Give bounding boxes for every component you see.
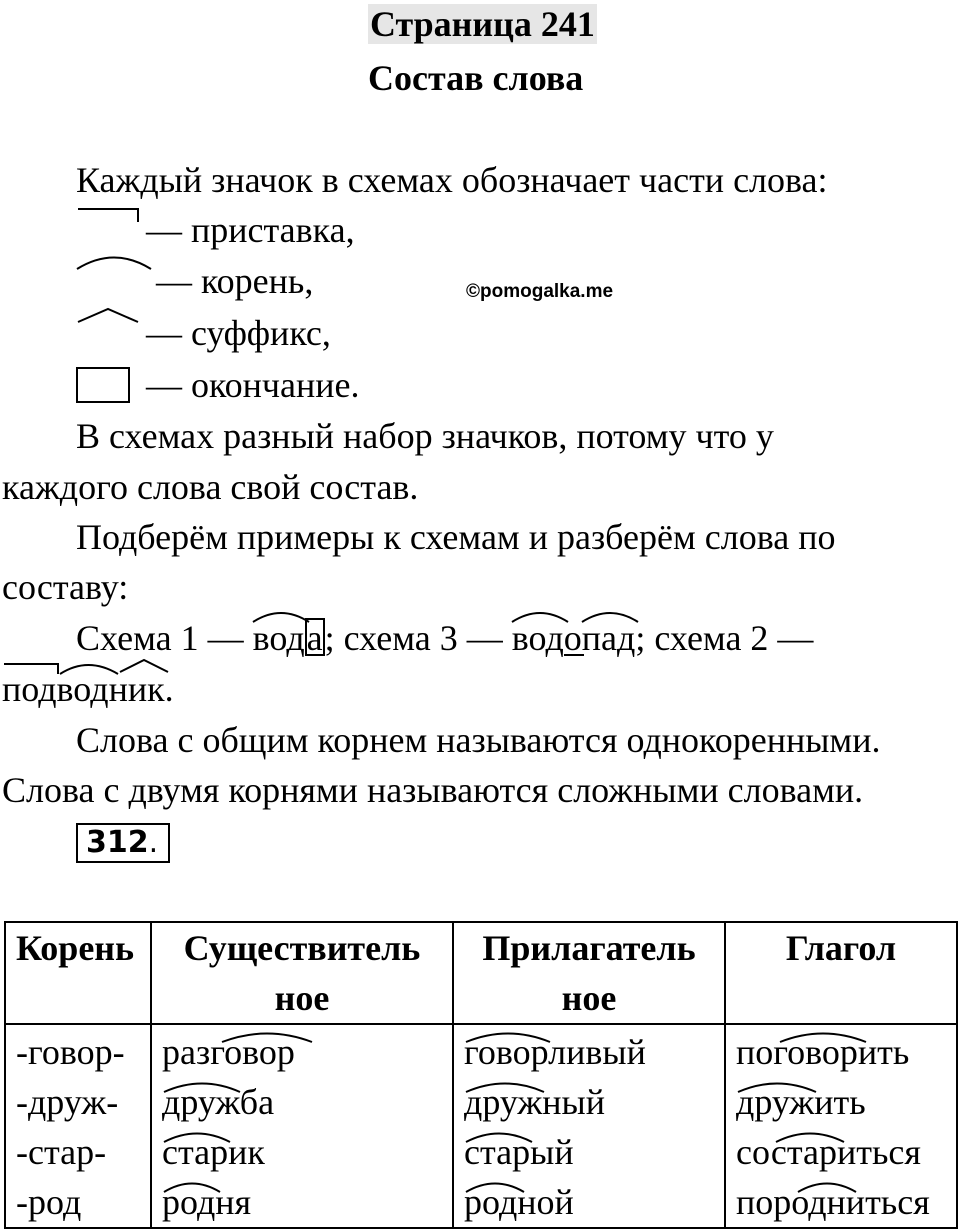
- cell-text: старый: [464, 1132, 574, 1172]
- example-voda-root: [253, 618, 305, 658]
- example-podvodnik: [2, 669, 174, 709]
- table-cell: [736, 1077, 946, 1127]
- table-cell: [464, 1077, 714, 1127]
- table-cell: -стар-: [16, 1132, 107, 1172]
- legend-intro: Каждый значок в схемах обозначает части слова:: [76, 160, 828, 200]
- example-scheme-3-label: ; схема 3 —: [324, 618, 512, 658]
- section-title: Состав слова: [368, 58, 584, 98]
- cell-text: поговорить: [736, 1032, 910, 1072]
- table-cell: [464, 1127, 714, 1177]
- paragraph-2-line-1: Подберём примеры к схемам и разберём слова по: [76, 517, 836, 557]
- table-cell: -род: [16, 1182, 82, 1222]
- example-vodopad-link: [564, 618, 582, 658]
- cell-text: дружный: [464, 1082, 605, 1122]
- root-arc-icon: [464, 1079, 546, 1093]
- header-root: Корень: [5, 922, 151, 1024]
- example-scheme-1-label: Схема 1 —: [76, 618, 253, 658]
- cell-text: породниться: [736, 1182, 930, 1222]
- paragraph-1-line-2: каждого слова свой состав.: [2, 467, 419, 507]
- root-icon: [74, 252, 154, 272]
- paragraph-2-line-2: составу:: [2, 567, 129, 607]
- cell-text: родной: [464, 1182, 574, 1222]
- root-arc-icon: [464, 1179, 526, 1193]
- root-arc-icon: [510, 608, 570, 624]
- example-scheme-2-label: ; схема 2 —: [635, 618, 814, 658]
- root-arc-icon: [162, 1079, 242, 1093]
- cell-text: старик: [162, 1132, 265, 1172]
- cell-text: дружить: [736, 1082, 866, 1122]
- table-cell: [162, 1177, 442, 1227]
- examples-line: [76, 618, 813, 658]
- example-vodopad-root-1: [512, 618, 564, 658]
- root-arc-icon: [774, 1129, 846, 1143]
- root-arc-icon: [736, 1079, 818, 1093]
- table-cell: [162, 1127, 442, 1177]
- podvodnik-word: подводник: [2, 669, 165, 709]
- root-arc-icon: [580, 608, 640, 624]
- root-arc-icon: [251, 608, 311, 624]
- table-row: [5, 1024, 957, 1228]
- legend-prefix-text: — приставка,: [146, 210, 355, 250]
- exercise-number-dot: .: [148, 825, 159, 860]
- root-text: пад: [581, 618, 636, 658]
- table-cell: [464, 1027, 714, 1077]
- root-arc-icon: [464, 1129, 534, 1143]
- exercise-number: [76, 823, 170, 863]
- paragraph-3: Слова с общим корнем называются однокоренными.: [76, 720, 881, 760]
- suffix-icon: [76, 306, 140, 326]
- root-arc-icon: [162, 1129, 232, 1143]
- header-verb: Глагол: [725, 922, 957, 1024]
- root-arc-icon: [220, 1029, 314, 1043]
- table-header-row: [5, 922, 957, 1024]
- paragraph-4: Слова с двумя корнями называются сложными словами.: [2, 770, 864, 810]
- root-arc-icon: [778, 1029, 868, 1043]
- table-cell: -друж-: [16, 1082, 119, 1122]
- cell-text: родня: [162, 1182, 252, 1222]
- header-noun: Существитель ное: [151, 922, 453, 1024]
- root-text: вод: [511, 618, 564, 658]
- legend-ending-text: — окончание.: [146, 365, 360, 405]
- legend-root-text: — корень,: [156, 261, 314, 301]
- table-cell: [736, 1127, 946, 1177]
- watermark: ©pomogalka.me: [466, 281, 614, 302]
- root-arc-icon: [796, 1179, 858, 1193]
- prefix-icon: [76, 206, 140, 226]
- link-underline-icon: [564, 652, 584, 658]
- roots-column: [5, 1024, 151, 1228]
- link-vowel-text: о: [563, 618, 582, 658]
- cell-text: состариться: [736, 1132, 921, 1172]
- ending-icon: [76, 367, 130, 403]
- roots-table: [4, 921, 958, 1229]
- root-text: вод: [252, 618, 305, 658]
- page-title: Страница 241: [370, 4, 595, 44]
- legend-suffix-text: — суффикс,: [146, 313, 331, 353]
- table-cell: [736, 1177, 946, 1227]
- nouns-column: [151, 1024, 453, 1228]
- table-cell: [736, 1027, 946, 1077]
- cell-text: разговор: [162, 1032, 295, 1072]
- root-arc-icon: [464, 1029, 552, 1043]
- cell-text: говорливый: [464, 1032, 646, 1072]
- exercise-number-text: 312: [86, 825, 149, 860]
- table-cell: [464, 1177, 714, 1227]
- table-cell: -говор-: [16, 1032, 125, 1072]
- example-voda-ending: а: [306, 618, 323, 658]
- example-vodopad-root-2: [582, 618, 636, 658]
- adjectives-column: [453, 1024, 725, 1228]
- table-cell: [162, 1027, 442, 1077]
- cell-text: дружба: [162, 1082, 275, 1122]
- podvodnik-period: .: [164, 669, 174, 709]
- root-arc-icon: [162, 1179, 222, 1193]
- paragraph-1-line-1: В схемах разный набор значков, потому что у: [76, 416, 774, 456]
- verbs-column: [725, 1024, 957, 1228]
- table-cell: [162, 1077, 442, 1127]
- header-adjective: Прилагатель ное: [453, 922, 725, 1024]
